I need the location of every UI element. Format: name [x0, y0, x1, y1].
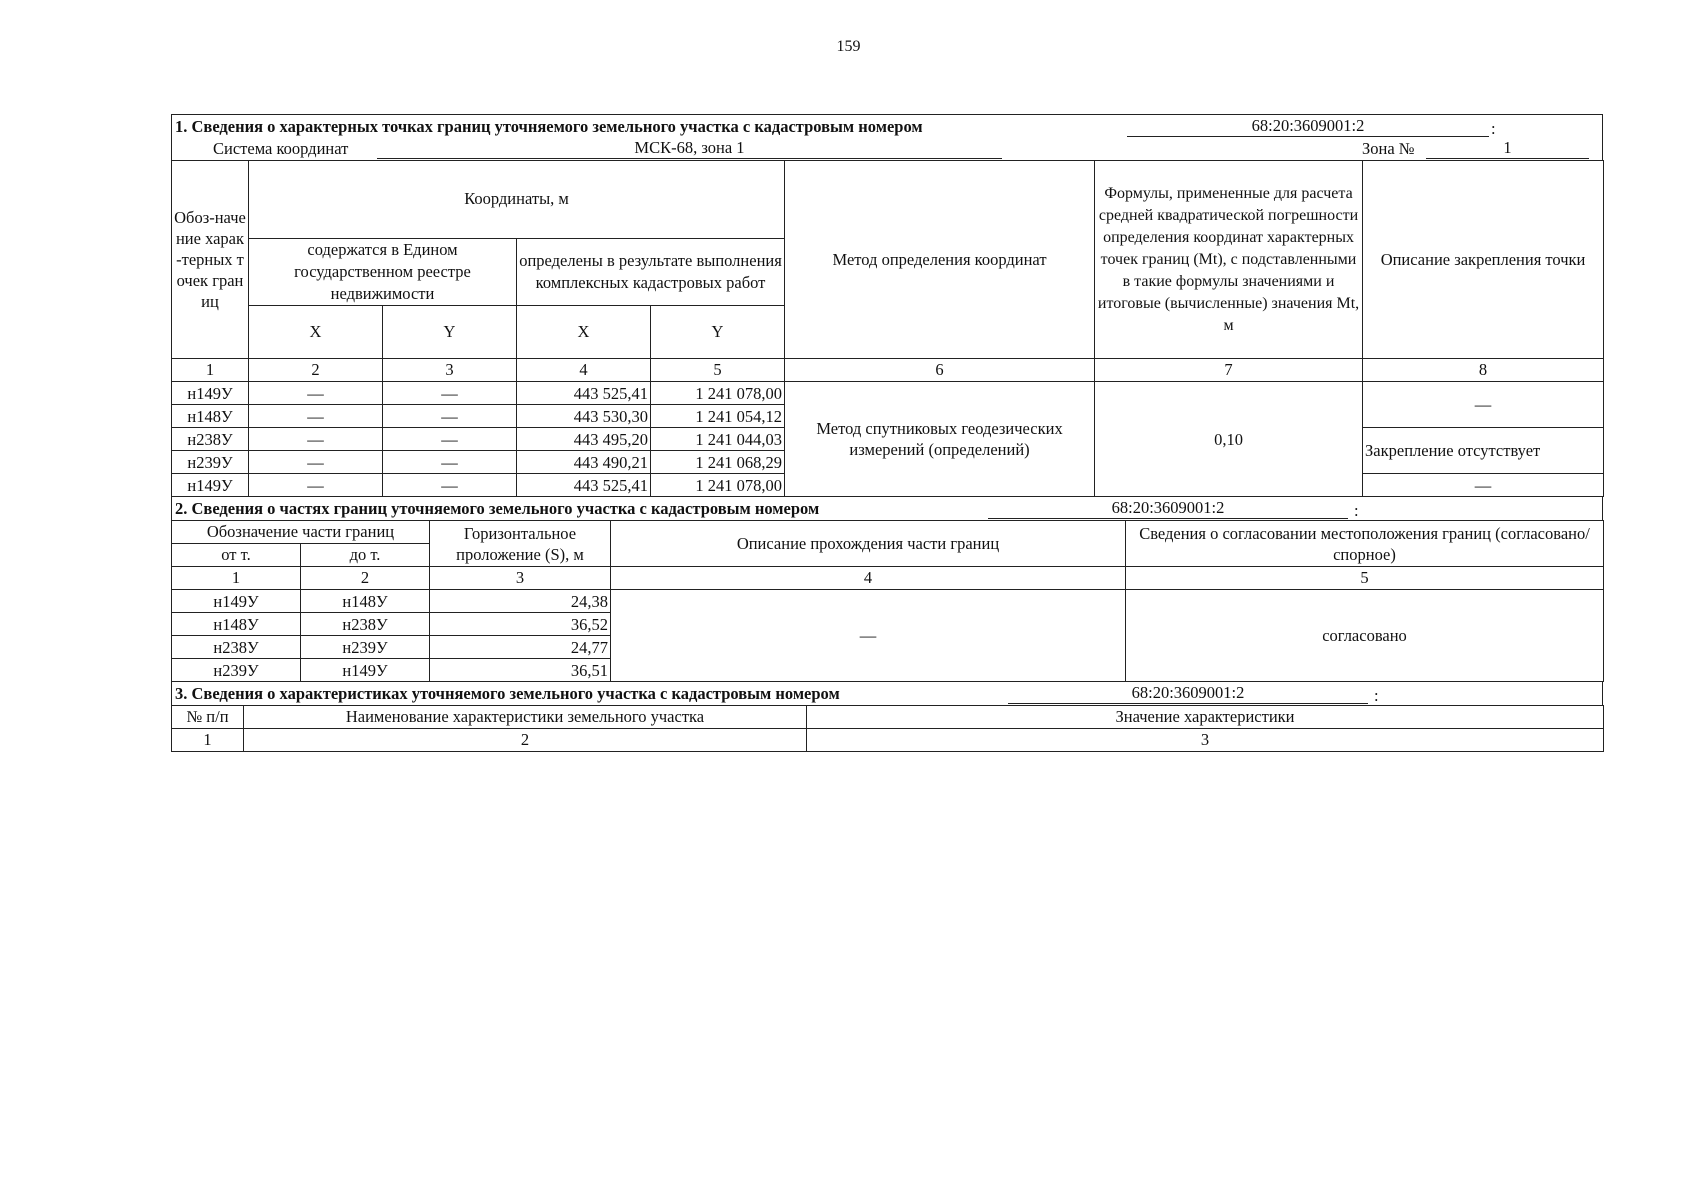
zone-value: 1	[1426, 138, 1589, 159]
section1-title-row	[171, 114, 1603, 138]
y-determined: 1 241 068,29	[651, 451, 785, 474]
x-determined: 443 525,41	[517, 474, 651, 497]
x-determined: 443 525,41	[517, 382, 651, 405]
x-egrn: —	[249, 474, 383, 497]
y-egrn: —	[383, 382, 517, 405]
part-length: 36,52	[430, 613, 611, 636]
header-num: № п/п	[172, 706, 244, 729]
header-fixation: Описание закрепления точки	[1363, 161, 1604, 359]
header-y-egrn: Y	[383, 306, 517, 359]
part-length: 24,38	[430, 590, 611, 613]
header-formulas: Формулы, примененные для расчета средней квадратической погрешности определения координат характерных точек границ (Mt), с подставленными в такие формулы значениями и итоговые (вычисленные) значения Mt, м	[1095, 161, 1363, 359]
point-name: н148У	[172, 405, 249, 428]
x-determined: 443 530,30	[517, 405, 651, 428]
col-number: 3	[430, 567, 611, 590]
part-length: 24,77	[430, 636, 611, 659]
section3-cadastral-number: 68:20:3609001:2	[1008, 682, 1368, 704]
coord-system-value: МСК-68, зона 1	[377, 138, 1002, 159]
section3-table	[171, 705, 1604, 752]
header-description: Описание прохождения части границ	[611, 521, 1126, 567]
agreement-value: согласовано	[1126, 590, 1604, 682]
y-determined: 1 241 078,00	[651, 382, 785, 405]
section2-title-row	[171, 497, 1603, 520]
x-determined: 443 490,21	[517, 451, 651, 474]
col-number: 5	[1126, 567, 1604, 590]
header-designation: Обоз-начение харак-терных точек границ	[172, 161, 249, 359]
y-egrn: —	[383, 405, 517, 428]
table-row	[172, 590, 1604, 613]
header-method: Метод определения координат	[785, 161, 1095, 359]
part-length: 36,51	[430, 659, 611, 682]
section1-column-numbers	[172, 359, 1604, 382]
part-to: н148У	[301, 590, 430, 613]
section2-title: 2. Сведения о частях границ уточняемого земельного участка с кадастровым номером	[175, 499, 820, 518]
section1-table	[171, 160, 1604, 497]
fixation-top: —	[1363, 382, 1604, 428]
x-egrn: —	[249, 428, 383, 451]
col-number: 2	[249, 359, 383, 382]
col-number: 4	[517, 359, 651, 382]
header-from: от т.	[172, 544, 301, 567]
part-to: н239У	[301, 636, 430, 659]
x-egrn: —	[249, 451, 383, 474]
zone-label: Зона №	[1362, 139, 1415, 158]
header-agreement: Сведения о согласовании местоположения границ (согласовано/спорное)	[1126, 521, 1604, 567]
y-determined: 1 241 054,12	[651, 405, 785, 428]
table-row	[172, 382, 1604, 405]
cadastral-document	[171, 114, 1603, 752]
col-number: 3	[807, 729, 1604, 752]
section1-colon: :	[1491, 119, 1496, 138]
section3-colon: :	[1374, 686, 1379, 705]
x-egrn: —	[249, 382, 383, 405]
section3-title-row	[171, 682, 1603, 705]
col-number: 1	[172, 567, 301, 590]
part-to: н149У	[301, 659, 430, 682]
section2-cadastral-number: 68:20:3609001:2	[988, 497, 1348, 519]
y-egrn: —	[383, 451, 517, 474]
fixation-bottom: —	[1363, 474, 1604, 497]
col-number: 5	[651, 359, 785, 382]
col-number: 3	[383, 359, 517, 382]
page-number: 159	[836, 38, 861, 55]
col-number: 2	[244, 729, 807, 752]
section1-cadastral-number: 68:20:3609001:2	[1127, 115, 1489, 137]
y-determined: 1 241 044,03	[651, 428, 785, 451]
header-x-egrn: X	[249, 306, 383, 359]
col-number: 6	[785, 359, 1095, 382]
point-name: н149У	[172, 474, 249, 497]
part-to: н238У	[301, 613, 430, 636]
coordinate-system-row	[171, 138, 1603, 160]
part-from: н239У	[172, 659, 301, 682]
col-number: 8	[1363, 359, 1604, 382]
description-value: —	[611, 590, 1126, 682]
section2-column-numbers	[172, 567, 1604, 590]
header-name: Наименование характеристики земельного участка	[244, 706, 807, 729]
header-coordinates: Координаты, м	[249, 161, 785, 239]
header-y-determined: Y	[651, 306, 785, 359]
y-egrn: —	[383, 428, 517, 451]
header-part-designation: Обозначение части границ	[172, 521, 430, 544]
col-number: 7	[1095, 359, 1363, 382]
part-from: н148У	[172, 613, 301, 636]
point-name: н239У	[172, 451, 249, 474]
fixation-middle: Закрепление отсутствует	[1363, 428, 1604, 474]
part-from: н149У	[172, 590, 301, 613]
section2-table	[171, 520, 1604, 682]
section2-colon: :	[1354, 501, 1359, 520]
col-number: 4	[611, 567, 1126, 590]
mt-value: 0,10	[1095, 382, 1363, 497]
col-number: 2	[301, 567, 430, 590]
header-determined: определены в результате выполнения комплексных кадастровых работ	[517, 239, 785, 306]
header-horizontal: Горизонтальное проложение (S), м	[430, 521, 611, 567]
part-from: н238У	[172, 636, 301, 659]
coord-system-label: Система координат	[213, 139, 349, 158]
col-number: 1	[172, 359, 249, 382]
header-egrn: содержатся в Едином государственном реестре недвижимости	[249, 239, 517, 306]
point-name: н238У	[172, 428, 249, 451]
section1-title: 1. Сведения о характерных точках границ уточняемого земельного участка с кадастровым номером	[175, 117, 923, 136]
col-number: 1	[172, 729, 244, 752]
method-value: Метод спутниковых геодезических измерений (определений)	[785, 382, 1095, 497]
point-name: н149У	[172, 382, 249, 405]
y-determined: 1 241 078,00	[651, 474, 785, 497]
x-determined: 443 495,20	[517, 428, 651, 451]
header-x-determined: X	[517, 306, 651, 359]
y-egrn: —	[383, 474, 517, 497]
header-to: до т.	[301, 544, 430, 567]
header-value: Значение характеристики	[807, 706, 1604, 729]
x-egrn: —	[249, 405, 383, 428]
section3-column-numbers	[172, 729, 1604, 752]
section3-title: 3. Сведения о характеристиках уточняемого земельного участка с кадастровым номером	[175, 684, 840, 703]
